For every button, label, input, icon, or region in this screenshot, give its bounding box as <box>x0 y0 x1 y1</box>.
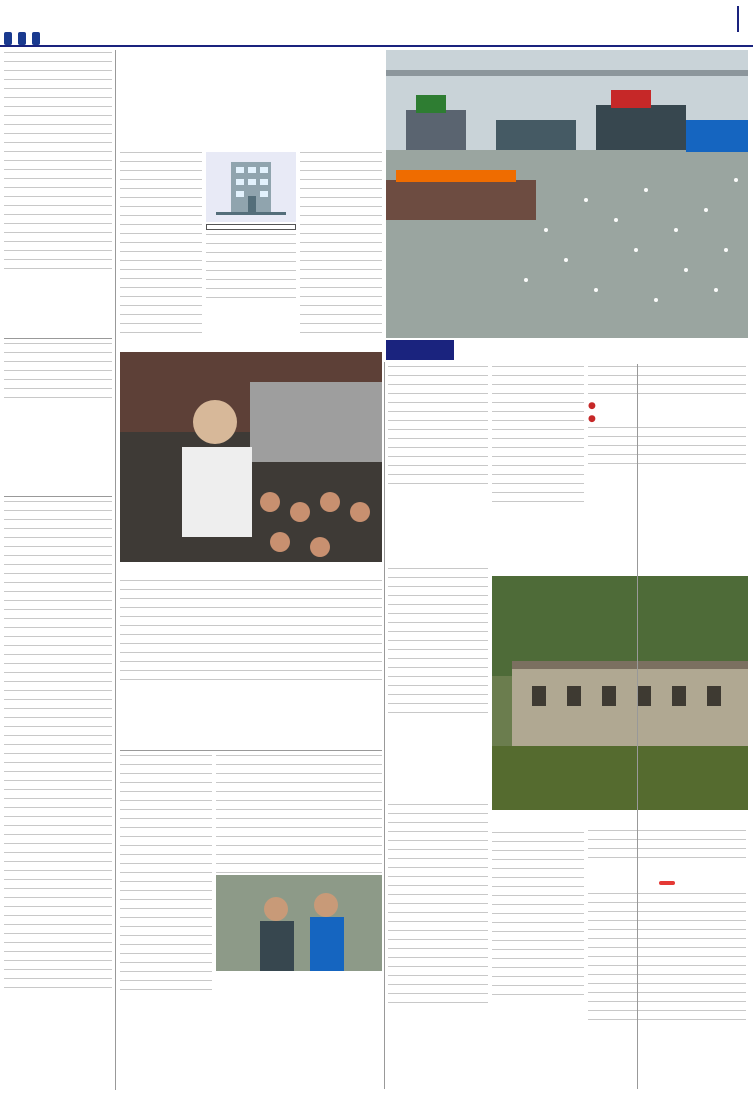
bullet-2: ● <box>588 414 596 424</box>
lead-article-body <box>120 150 382 348</box>
port-photo <box>386 50 748 338</box>
article-awami-league[interactable] <box>4 50 112 336</box>
port-caption-row <box>386 340 748 360</box>
body-text <box>4 52 112 270</box>
photo-tag <box>386 340 454 360</box>
article-capital-market[interactable] <box>388 566 488 800</box>
article-tanks[interactable] <box>120 578 382 748</box>
body-text <box>4 501 112 989</box>
article-ctg-traffic[interactable] <box>492 364 748 574</box>
speaker-photo-caption <box>120 564 382 576</box>
hostel-photo <box>492 576 748 810</box>
bullet-1: ● <box>588 401 596 411</box>
issue-date <box>250 4 490 16</box>
twitter-link[interactable] <box>18 32 26 45</box>
body-text <box>4 343 112 403</box>
lead-article-header[interactable] <box>120 50 382 148</box>
article-july-trial[interactable] <box>4 341 112 471</box>
bogura-photo <box>216 875 382 971</box>
article-bogura[interactable] <box>120 753 382 1089</box>
header-rule <box>0 45 753 47</box>
speaker-photo <box>120 352 382 562</box>
article-jubo-league[interactable] <box>4 499 112 1089</box>
article-hostel[interactable] <box>492 826 748 1089</box>
article-police-officer[interactable] <box>388 802 488 1089</box>
section-header <box>500 0 753 38</box>
article-ib-teacher[interactable] <box>388 364 488 564</box>
hostel-photo-caption <box>492 812 748 824</box>
photo-caption <box>458 340 748 360</box>
website-link[interactable] <box>32 32 40 45</box>
building-icon <box>206 152 296 222</box>
social-links <box>4 32 334 45</box>
newspaper-logo <box>6 4 186 30</box>
college-tag <box>659 881 675 885</box>
issue-date-bangla <box>250 16 490 28</box>
facebook-link[interactable] <box>4 32 12 45</box>
